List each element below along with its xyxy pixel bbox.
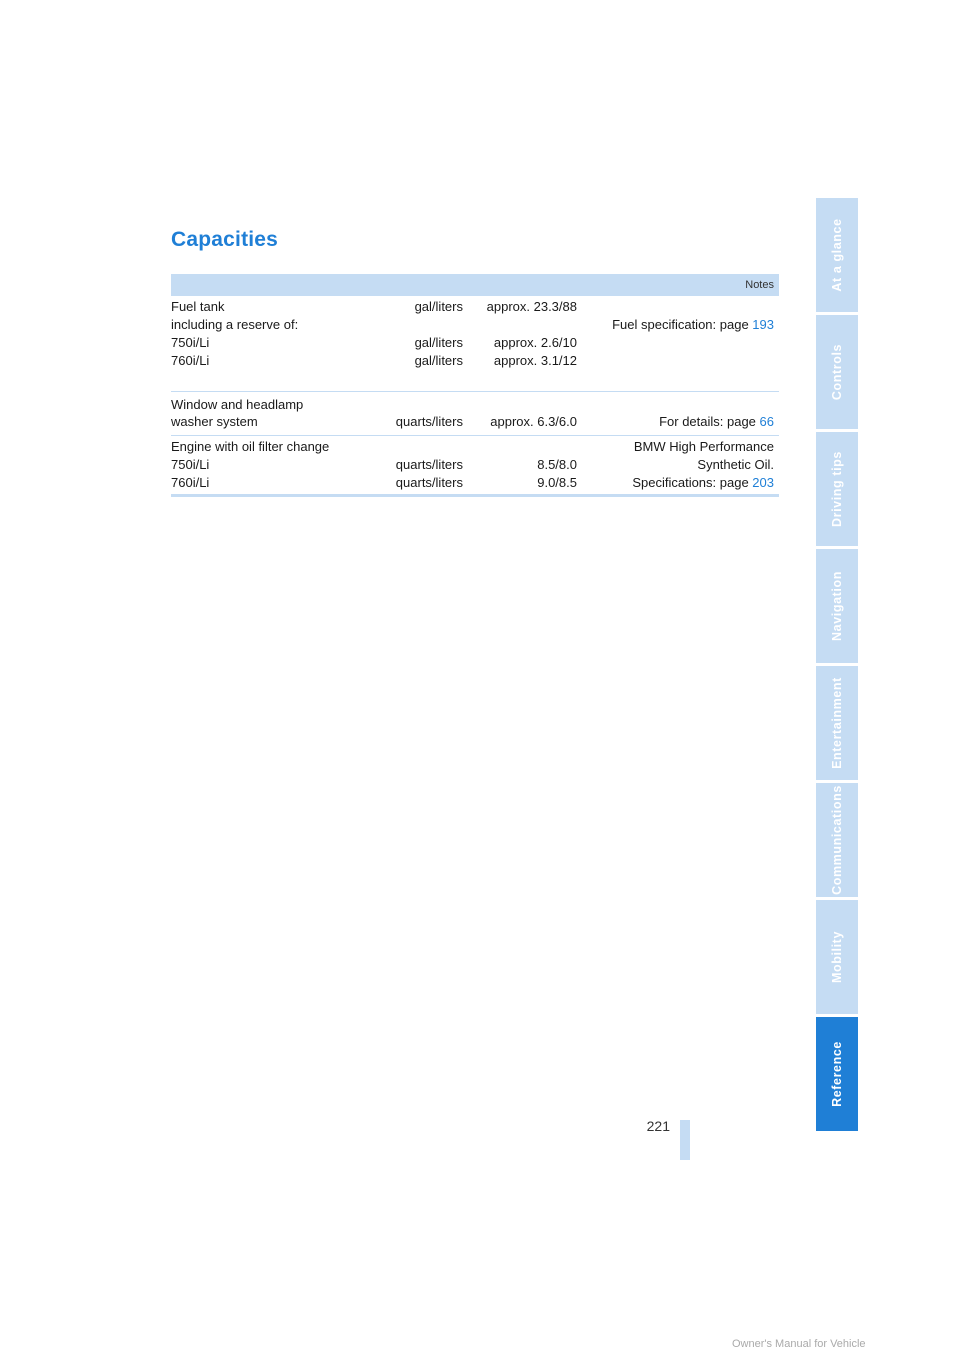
row-value: approx. 3.1/12 [493, 353, 577, 368]
row-unit: gal/liters [414, 335, 463, 350]
page-link[interactable]: 193 [752, 317, 774, 332]
section-tabs [816, 198, 858, 1134]
note-text: Fuel specification: page [612, 317, 753, 332]
row-item: including a reserve of: [171, 317, 299, 332]
page-link[interactable]: 203 [752, 475, 774, 490]
table-row-engine-oil [171, 436, 779, 497]
tab-label: Controls [830, 343, 844, 401]
row-item: Window and headlamp [171, 397, 304, 412]
row-value: 8.5/8.0 [537, 457, 577, 472]
row-value: approx. 23.3/88 [486, 299, 577, 314]
page-number: 221 [646, 1118, 670, 1134]
row-value: 9.0/8.5 [537, 475, 577, 490]
table-row-washer-system [171, 392, 779, 436]
note-text: For details: page [659, 414, 760, 429]
tab-mobility[interactable] [816, 900, 858, 1017]
tab-label: Reference [830, 1041, 844, 1107]
row-unit: gal/liters [414, 353, 463, 368]
note-text: Specifications: page [632, 475, 753, 490]
row-item: 760i/Li [171, 353, 210, 368]
row-note: BMW High Performance [633, 439, 774, 454]
page-title: Capacities [171, 228, 279, 251]
tab-driving-tips[interactable] [816, 432, 858, 549]
row-unit: quarts/liters [395, 475, 463, 490]
table-row-fuel-tank [171, 296, 779, 392]
tab-label: Entertainment [830, 677, 844, 769]
footer-text: Owner's Manual for Vehicle [732, 1338, 866, 1350]
row-item: 750i/Li [171, 457, 210, 472]
row-item: 750i/Li [171, 335, 210, 350]
row-unit: quarts/liters [395, 457, 463, 472]
capacities-table [171, 274, 779, 497]
tab-at-a-glance[interactable] [816, 198, 858, 315]
tab-label: Driving tips [830, 451, 844, 527]
row-item: 760i/Li [171, 475, 210, 490]
page-link[interactable]: 66 [759, 414, 774, 429]
tab-reference[interactable] [816, 1017, 858, 1134]
notes-column-header: Notes [745, 279, 774, 291]
tab-communications[interactable] [816, 783, 858, 900]
row-note [632, 474, 774, 492]
row-value: approx. 6.3/6.0 [490, 414, 577, 429]
row-item: Engine with oil filter change [171, 439, 330, 454]
row-item: washer system [171, 414, 258, 429]
row-unit: gal/liters [414, 299, 463, 314]
row-note: Synthetic Oil. [697, 457, 774, 472]
tab-navigation[interactable] [816, 549, 858, 666]
row-item: Fuel tank [171, 299, 225, 314]
tab-label: At a glance [830, 218, 844, 292]
row-note [612, 316, 774, 334]
tab-label: Mobility [830, 930, 844, 984]
tab-controls[interactable] [816, 315, 858, 432]
page-marker [680, 1120, 690, 1160]
row-note [659, 413, 774, 431]
table-header [171, 274, 779, 296]
row-unit: quarts/liters [395, 414, 463, 429]
tab-label: Communications [830, 785, 844, 895]
tab-label: Navigation [830, 571, 844, 641]
tab-entertainment[interactable] [816, 666, 858, 783]
row-value: approx. 2.6/10 [493, 335, 577, 350]
